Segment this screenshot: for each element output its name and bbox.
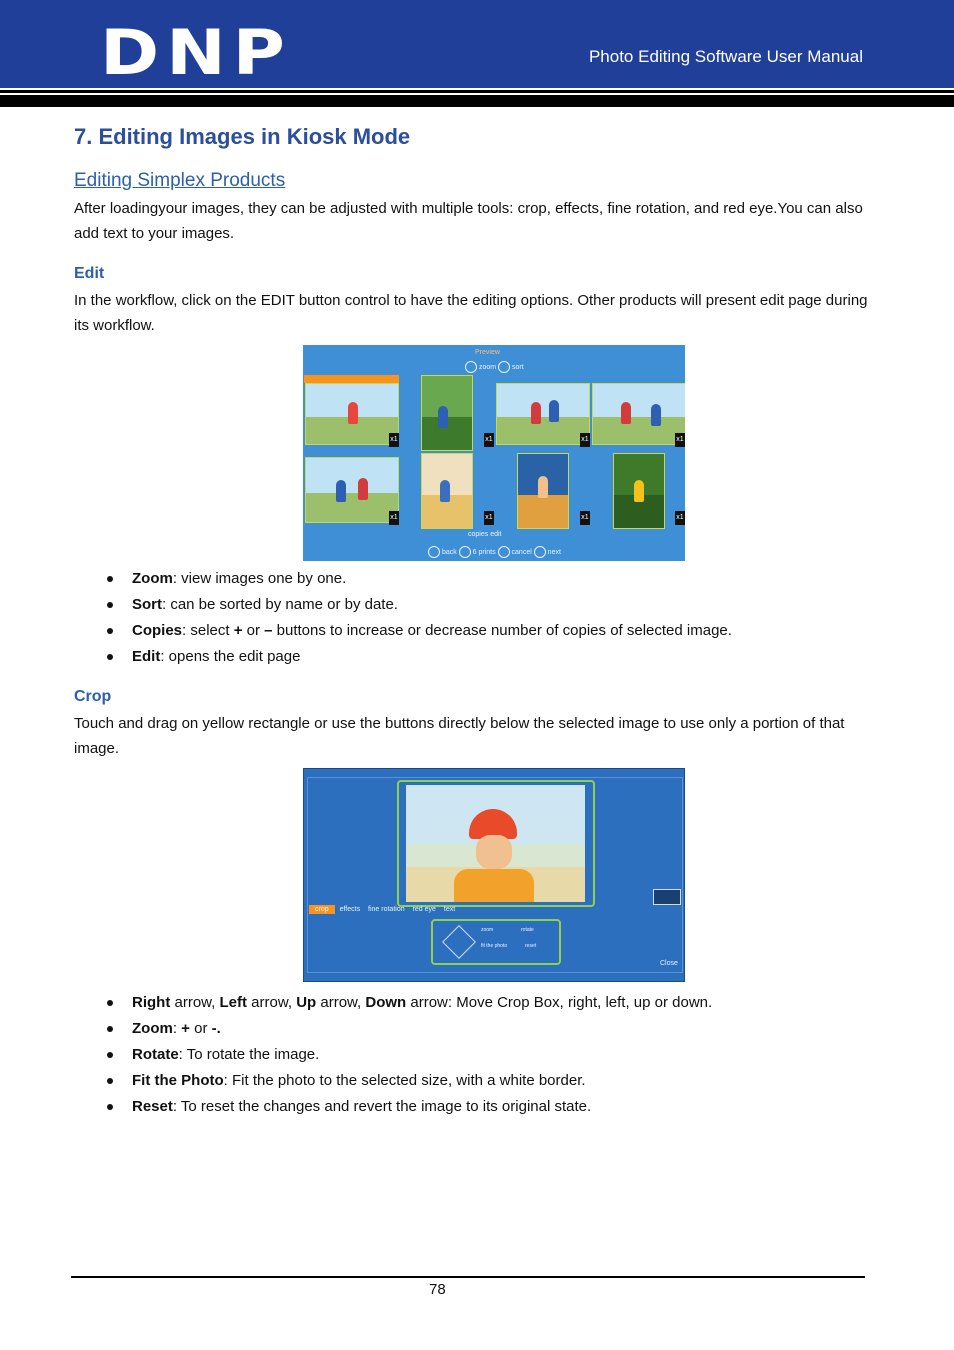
header-rule-thin: [0, 90, 954, 93]
edit-heading: Edit: [74, 265, 105, 282]
close-button[interactable]: Close: [660, 960, 678, 967]
zoom-sort-bar: [465, 361, 524, 373]
sort-icon: [498, 361, 510, 373]
copies-count: x1: [389, 433, 399, 447]
selected-highlight: [304, 375, 399, 383]
next-icon[interactable]: [534, 546, 546, 558]
list-item: Fit the Photo: Fit the photo to the selected size, with a white border.: [74, 1068, 712, 1094]
edit-bullets: [74, 566, 732, 670]
copies-count: x1: [675, 511, 685, 525]
fit-photo-label: fit the photo: [481, 943, 508, 949]
copies-count: x1: [484, 433, 494, 447]
list-item: Sort: can be sorted by name or by date.: [74, 592, 732, 618]
edit-paragraph: In the workflow, click on the EDIT button control to have the editing options. Other products will present edit page during its workflow.: [74, 292, 868, 334]
zoom-label: zoom: [481, 927, 494, 933]
tab-text[interactable]: text: [443, 906, 456, 913]
crop-photo: [406, 785, 585, 902]
sort-label: sort: [511, 363, 524, 371]
preview-title: Preview: [475, 349, 500, 356]
list-item: Zoom: + or -.: [74, 1016, 712, 1042]
copies-count: x1: [580, 433, 590, 447]
bottom-nav: [428, 546, 561, 558]
tool-tabs: [309, 906, 458, 913]
photo-thumb[interactable]: [592, 383, 685, 445]
photo-thumb[interactable]: [613, 453, 665, 529]
photo-thumb[interactable]: [421, 453, 473, 529]
tab-red-eye[interactable]: red eye: [412, 906, 436, 913]
intro-paragraph: After loadingyour images, they can be adjusted with multiple tools: crop, effects, fine rotation, and red eye.You can also add text to your images.: [74, 200, 863, 242]
preview-screenshot: [303, 345, 685, 561]
tab-fine-rotation[interactable]: fine rotation: [368, 906, 405, 913]
reset-label: reset: [525, 943, 537, 949]
section-title: 7. Editing Images in Kiosk Mode: [74, 124, 411, 149]
cancel-label[interactable]: cancel: [511, 548, 532, 556]
crop-paragraph: Touch and drag on yellow rectangle or use the buttons directly below the selected image to use only a portion of that image.: [74, 715, 845, 757]
dnp-logo: DNP: [100, 16, 292, 89]
rotate-label: rotate: [521, 927, 534, 933]
subsection-title: Editing Simplex Products: [74, 170, 286, 191]
list-item: Zoom: view images one by one.: [74, 566, 732, 592]
copies-count: x1: [580, 511, 590, 525]
header-rule-thick: [0, 95, 954, 107]
photo-thumb[interactable]: [496, 383, 590, 445]
crop-controls: [431, 919, 561, 965]
copies-count: x1: [484, 511, 494, 525]
copies-count: x1: [675, 433, 685, 447]
page-number: 78: [429, 1281, 446, 1298]
photo-thumb[interactable]: [305, 383, 399, 445]
back-label[interactable]: back: [441, 548, 457, 556]
rotate-buttons[interactable]: [653, 889, 681, 905]
zoom-icon: [465, 361, 477, 373]
tab-effects[interactable]: effects: [339, 906, 361, 913]
back-icon[interactable]: [428, 546, 440, 558]
header-title: Photo Editing Software User Manual: [588, 47, 863, 66]
tab-crop[interactable]: crop: [309, 905, 335, 914]
copies-control[interactable]: [468, 531, 501, 538]
prints-label[interactable]: 6 prints: [472, 548, 496, 556]
crop-screenshot: [303, 768, 685, 982]
crop-heading: Crop: [74, 688, 112, 705]
list-item: Rotate: To rotate the image.: [74, 1042, 712, 1068]
next-label[interactable]: next: [547, 548, 561, 556]
list-item: Edit: opens the edit page: [74, 644, 732, 670]
direction-pad[interactable]: [442, 925, 476, 959]
crop-frame[interactable]: [397, 780, 595, 907]
list-item: Right arrow, Left arrow, Up arrow, Down arrow: Move Crop Box, right, left, up or down.: [74, 990, 712, 1016]
edit-label[interactable]: edit: [490, 531, 502, 538]
zoom-label: zoom: [478, 363, 497, 371]
copies-count: x1: [389, 511, 399, 525]
crop-bullets: [74, 990, 712, 1120]
list-item: Copies: select + or – buttons to increase or decrease number of copies of selected image.: [74, 618, 732, 644]
photo-thumb[interactable]: [421, 375, 473, 451]
list-item: Reset: To reset the changes and revert the image to its original state.: [74, 1094, 712, 1120]
cancel-icon[interactable]: [498, 546, 510, 558]
footer-rule: [71, 1276, 865, 1278]
copies-label: copies: [468, 531, 489, 538]
photo-thumb[interactable]: [517, 453, 569, 529]
photo-thumb[interactable]: [305, 457, 399, 523]
prints-icon[interactable]: [459, 546, 471, 558]
